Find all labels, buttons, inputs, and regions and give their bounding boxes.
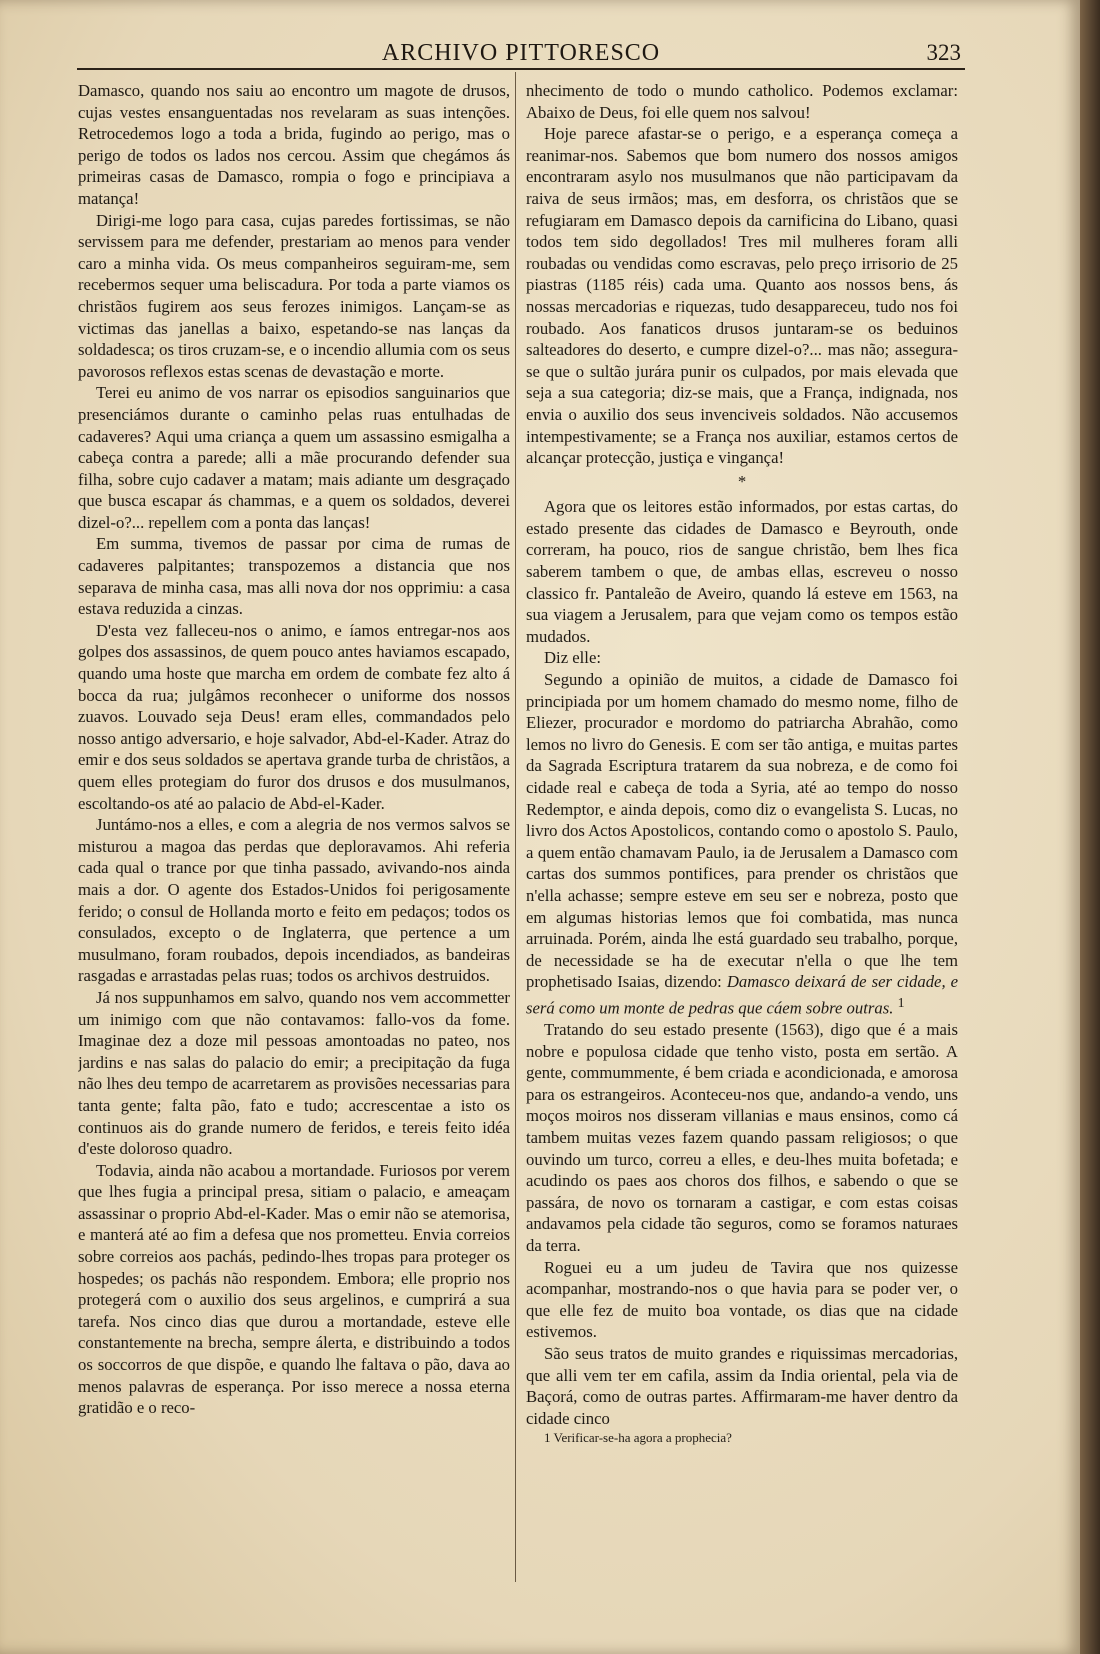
paragraph: Todavia, ainda não acabou a mortandade. Furiosos por verem que lhes fugia a principal presa, sitiam o palacio, e ameaçam assassinar o proprio Abd-el-Kader. Mas o emir não se atemorisa, e manterá até ao fim a defesa que nos prometteu. Envia correios sobre correios aos pachás, pedindo-lhes tropas para proteger os hospedes; os pachás não respondem. Embora; elle proprio nos protegerá com o auxilio dos seus argelinos, e cumprirá a sua tarefa. Nos cinco dias que durou a mortandade, esteve elle constantemente na brecha, sempre álerta, e distribuindo a todos os soccorros de que dispõe, e quando lhe faltava o pão, dava ao menos palavras de esperança. Por isso merece a nossa eterna gratidão e o reco- — [78, 1160, 510, 1418]
paragraph: Dirigi-me logo para casa, cujas paredes fortissimas, se não servissem para me defender, prestariam ao menos para vender caro a minha vida. Os meus companheiros seguiram-me, sem recebermos sequer uma beliscadura. Por toda a parte viamos os christãos fugirem aos seus ferozes inimigos. Lançam-se as victimas das janellas a baixo, espetando-se nas lanças da soldadesca; os tiros cruzam-se, e o incendio allumia com os seus pavorosos reflexos estas scenas de devastação e morte. — [78, 210, 510, 381]
right-column — [526, 80, 958, 1610]
paragraph: São seus tratos de muito grandes e riquissimas mercadorias, que alli vem ter em cafila, assim da India oriental, pela via de Baçorá, como de outras partes. Affirmaram-me haver dentro da cidade cinco — [526, 1344, 958, 1428]
column-divider — [515, 72, 516, 1582]
paragraph: Juntámo-nos a elles, e com a alegria de nos vermos salvos se misturou a magoa das perdas que deploravamos. Ahi referia cada qual o trance por que tinha passado, avivando-nos ainda mais a dor. O agente dos Estados-Unidos foi perigosamente ferido; o consul de Hollanda morto e feito em pedaços; todos os consulados, excepto o de Inglaterra, que pertence a um musulmano, foram roubados, depois incendiados, as bandeiras rasgadas e arrastadas pelas ruas; todos os archivos destruidos. — [78, 815, 510, 986]
book-spine — [1080, 0, 1100, 1654]
section-separator: * — [737, 471, 747, 491]
paragraph: Roguei eu a um judeu de Tavira que nos quizesse acompanhar, mostrando-nos o que havia para se poder ver, o que elle fez de muito boa vontade, os dias que na cidade estivemos. — [526, 1257, 958, 1342]
quote-paragraph — [526, 669, 958, 1019]
paragraph: Tratando do seu estado presente (1563), digo que é a mais nobre e populosa cidade que tenho visto, posta em sertão. A gente, commummente, é bem criada e acondicionada, e amorosa para os estrangeiros. Aconteceu-nos que, andando-a vendo, uns moços moiros nos disseram villanias e maus ensinos, como cá tambem muitas vezes fazem quando passam religiosos; o que ouvindo um turco, correu a elles, e deu-lhes muita bofetada; e acudindo os paes aos choros dos filhos, e sabendo o que se passára, de novo os tornaram a castigar, e com estas coisas andavamos pela cidade tão seguros, como se foramos naturaes da terra. — [526, 1020, 958, 1256]
page-number: 323 — [926, 40, 961, 65]
paragraph: Agora que os leitores estão informados, por estas cartas, do estado presente das cidades de Damasco e Beyrouth, onde correram, ha pouco, rios de sangue christão, bem lhes fica saberem tambem o que, de ambas ellas, escreveu o nosso classico fr. Pantaleão de Aveiro, quando lá esteve em 1563, na sua viagem a Jerusalem, para que vejam como os tempos estão mudados. — [526, 497, 958, 646]
paragraph: D'esta vez falleceu-nos o animo, e íamos entregar-nos aos golpes dos assassinos, de quem pouco antes haviamos escapado, quando uma hoste que marcha em ordem de combate fez alto á bocca da rua; julgâmos reconhecer o uniforme dos nossos zuavos. Louvado seja Deus! eram elles, commandados pelo nosso antigo adversario, e hoje salvador, Abd-el-Kader. Atraz do emir e dos seus soldados se apertava grande turba de christãos, a quem elles protegiam do furor dos drusos e dos musulmanos, escoltando-os até ao palacio de Abd-el-Kader. — [78, 620, 510, 813]
paragraph: nhecimento de todo o mundo catholico. Podemos exclamar: Abaixo de Deus, foi elle quem nos salvou! — [526, 81, 958, 122]
paragraph: Diz elle: — [544, 648, 601, 668]
paragraph: Terei eu animo de vos narrar os episodios sanguinarios que presenciámos durante o caminho pelas ruas entulhadas de cadaveres? Aqui uma criança a quem um assassino esmigalha a cabeça contra a parede; alli a mãe procurando defender sua filha, sobre cujo cadaver a matam; mais adiante um desgraçado que busca escapar ás chammas, e a quem os soldados, deverei dizel-o?... repellem com a ponta das lanças! — [78, 383, 510, 532]
paragraph: Damasco, quando nos saiu ao encontro um magote de drusos, cujas vestes ensanguentadas nos revelaram as suas intenções. Retrocedemos logo a toda a brida, fugindo ao perigo, mas o perigo de todos os lados nos cercou. Assim que chegámos ás primeiras casas de Damasco, rompia o fogo e principiava a matança! — [78, 81, 510, 208]
paragraph: Em summa, tivemos de passar por cima de rumas de cadaveres palpitantes; transpozemos a distancia que nos separava de minha casa, mas alli nova dor nos opprimiu: a casa estava reduzida a cinzas. — [78, 534, 510, 619]
prophecy-quote: Damasco deixará de ser cidade, e será como um monte de pedras que cáem sobre outras. — [526, 972, 958, 1018]
running-title: ARCHIVO PITTORESCO — [381, 40, 661, 66]
left-column — [78, 80, 510, 1610]
quote-text: Segundo a opinião de muitos, a cidade de Damasco foi principiada por um homem chamado do mesmo nome, filho de Eliezer, procurador e mordomo do patriarcha Abrahão, como lemos no livro do Genesis. E com ser tão antiga, e muitas partes da Sagrada Escriptura tratarem da sua nobreza, e de como foi cidade real e cabeça de toda a Syria, até ao tempo do nosso Redemptor, e ainda depois, como diz o evangelista S. Lucas, no livro dos Actos Apostolicos, contando como o apostolo S. Paulo, a quem então chamavam Paulo, ia de Jerusalem a Damasco com cartas dos summos pontifices, para prender os christãos que n'ella achasse; sempre esteve em seu ser e nobreza, posto que em algumas historias lemos que foi combatida, mas nunca arruinada. Porém, ainda lhe está guardado seu trabalho, porque, de necessidade se ha de executar n'ella o que lhe tem prophetisado Isaias, dizendo: — [526, 670, 958, 992]
page-header — [77, 40, 965, 70]
footnote: 1 Verificar-se-ha agora a prophecia? — [544, 1430, 732, 1446]
paragraph: Hoje parece afastar-se o perigo, e a esperança começa a reanimar-nos. Sabemos que bom numero dos nossos amigos encontraram asylo nos musulmanos que não participavam da raiva de seus irmãos; mas, em desforra, os christãos que se refugiaram em Damasco depois da carnificina do Libano, quasi todos tem sido degollados! Tres mil mulheres foram alli roubadas ou vendidas como escravas, pelo preço irrisorio de 25 piastras (1185 réis) cada uma. Quanto aos nossos bens, ás nossas mercadorias e riquezas, tudo desappareceu, tudo nos foi roubado. Aos fanaticos drusos juntaram-se os beduinos salteadores do deserto, e cumpre dizel-o?... mas não; assegura-se que o sultão jurára punir os culpados, por mais elevada que seja a sua categoria; diz-se mais, que a França, indignada, nos envia o auxilio dos seus invenciveis soldados. Não accusemos intempestivamente; se a França nos auxiliar, estamos certos de alcançar protecção, justiça e vingança! — [526, 124, 958, 468]
paragraph: Já nos suppunhamos em salvo, quando nos vem accommetter um inimigo com que não contavamos: fallo-vos da fome. Imaginae dez a doze mil pessoas amontoadas no pateo, nos jardins e nas salas do palacio do emir; a precipitação da fuga não lhes deu tempo de acarretarem as provisões necessarias para tanta gente; falta pão, fato e tudo; accrescentae a isto os continuos ais do grande numero de feridos, e tereis feito idéa d'este doloroso quadro. — [78, 987, 510, 1159]
footnote-marker: 1 — [897, 995, 905, 1011]
